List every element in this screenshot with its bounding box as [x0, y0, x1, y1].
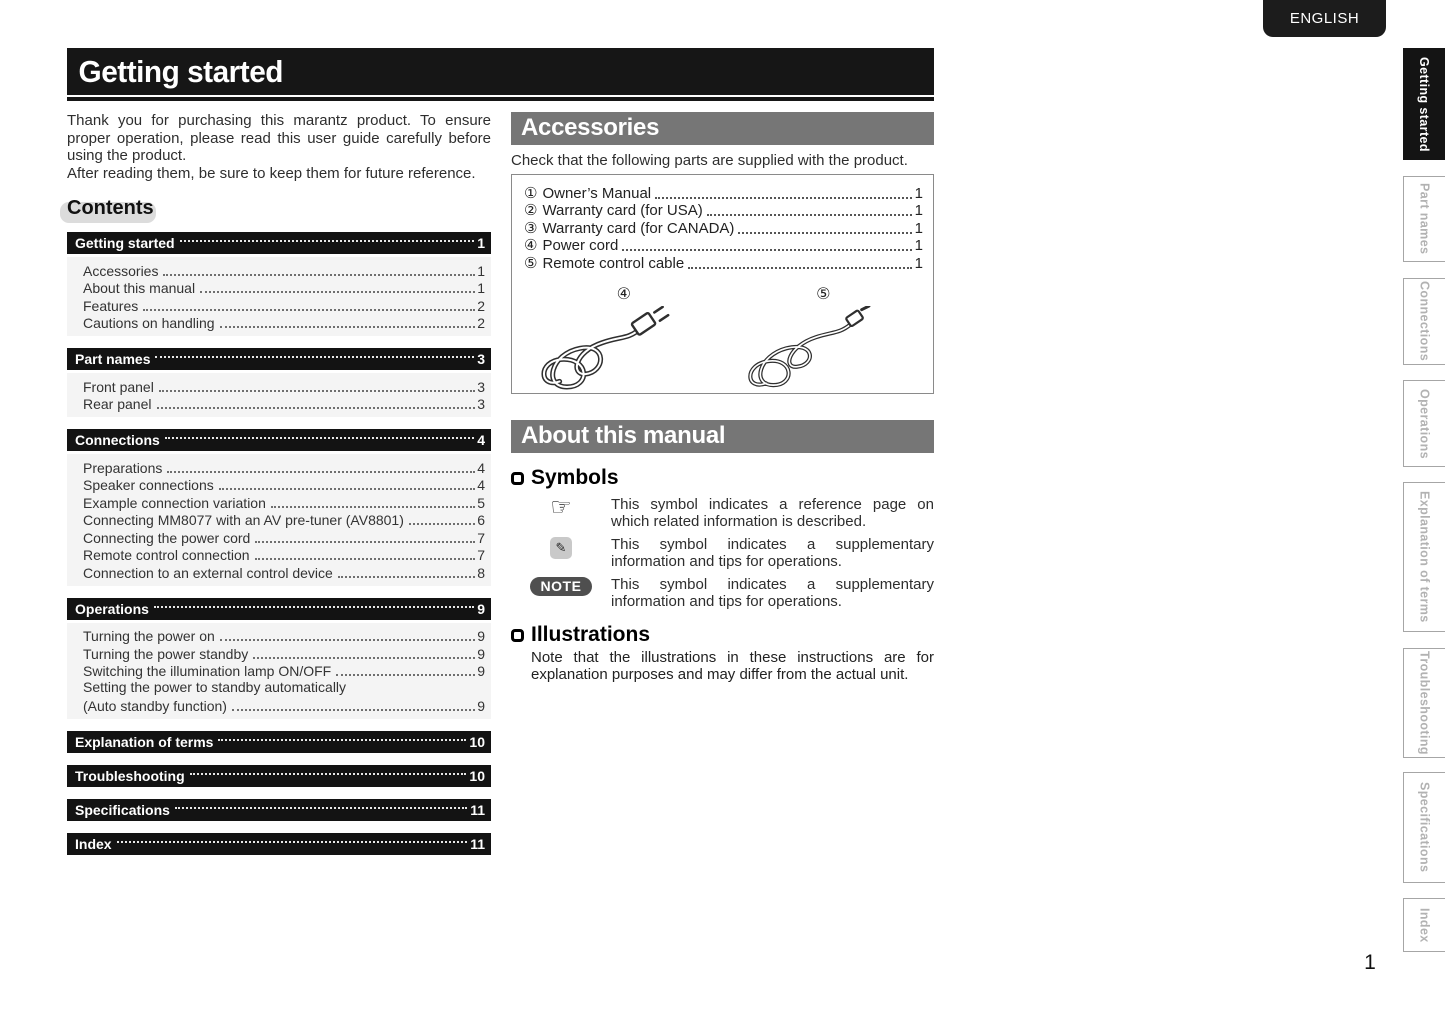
section-tab-troubleshooting[interactable]: Troubleshooting — [1403, 648, 1445, 758]
section-tab-specifications[interactable]: Specifications — [1403, 772, 1445, 883]
section-tab-connections[interactable]: Connections — [1403, 278, 1445, 365]
dotted-leader — [218, 739, 466, 741]
toc-entry-about-this-manual[interactable] — [83, 279, 485, 297]
toc-page-number: 1 — [477, 280, 485, 296]
toc-section-label: Specifications — [75, 802, 170, 818]
toc-page-number: 11 — [470, 836, 485, 852]
toc-entry-auto-standby-function[interactable] — [83, 697, 485, 715]
illustrations-text: Note that the illustrations in these instructions are for explanation purposes and may differ from the actual unit. — [531, 649, 934, 683]
intro-paragraph-1: Thank you for purchasing this marantz product. To ensure proper operation, please read this user guide carefully before using the product. — [67, 112, 491, 164]
toc-section-getting-started — [67, 232, 491, 336]
accessory-quantity: 1 — [914, 219, 923, 237]
toc-item-label: Remote control connection — [83, 547, 250, 563]
toc-section-label: Getting started — [75, 235, 175, 251]
left-column — [67, 112, 491, 867]
symbol-icon-column — [511, 536, 611, 570]
toc-subsection-list — [67, 454, 491, 586]
dotted-leader — [175, 807, 467, 809]
dotted-leader — [271, 506, 475, 508]
toc-section-label: Part names — [75, 351, 151, 367]
section-tab-part-names[interactable]: Part names — [1403, 176, 1445, 262]
dotted-leader — [255, 541, 475, 543]
symbol-description: This symbol indicates a reference page on which related information is described. — [611, 496, 934, 530]
symbol-icon-column — [511, 576, 611, 610]
right-column — [511, 112, 934, 867]
note-badge: NOTE — [530, 577, 593, 596]
dotted-leader — [253, 657, 475, 659]
toc-entry-specifications[interactable] — [67, 799, 491, 821]
toc-entry-remote-control-connection[interactable] — [83, 546, 485, 564]
toc-page-number: 10 — [469, 734, 485, 750]
square-bullet-icon — [511, 472, 524, 485]
accessories-list — [524, 184, 923, 272]
toc-page-number: 3 — [477, 396, 485, 412]
remote-cable-figure-label: ⑤ — [816, 285, 831, 303]
symbols-subheading: Symbols — [511, 466, 934, 490]
toc-section-label: Explanation of terms — [75, 734, 214, 750]
section-tab-explanation-of-terms[interactable]: Explanation of terms — [1403, 482, 1445, 632]
toc-entry-front-panel[interactable] — [83, 377, 485, 395]
toc-item-label: Connecting the power cord — [83, 529, 251, 546]
symbol-row-note-badge — [511, 576, 934, 610]
toc-item-label: Preparations — [83, 459, 163, 476]
toc-item-label: About this manual — [83, 280, 196, 296]
power-cord-illustration — [529, 306, 719, 398]
toc-entry-accessories[interactable] — [83, 261, 485, 279]
content-area — [67, 48, 934, 867]
dotted-leader — [232, 709, 475, 711]
toc-page-number: 9 — [477, 628, 485, 644]
dotted-leader — [738, 232, 911, 234]
toc-page-number: 4 — [477, 432, 485, 448]
dotted-leader — [190, 773, 467, 775]
pencil-icon: ✎ — [550, 537, 572, 559]
toc-item-label: Speaker connections — [83, 477, 214, 493]
toc-entry-switching-the-illumination-lamp-on-off[interactable] — [83, 662, 485, 680]
dotted-leader — [143, 309, 475, 311]
dotted-leader — [688, 267, 911, 269]
toc-section-part-names — [67, 348, 491, 417]
dotted-leader — [154, 606, 474, 608]
dotted-leader — [157, 407, 476, 409]
toc-page-number: 9 — [477, 600, 485, 617]
toc-page-number: 6 — [477, 512, 485, 528]
toc-page-number: 9 — [477, 645, 485, 662]
dotted-leader — [180, 240, 475, 242]
symbols-list — [511, 496, 934, 610]
toc-section-label: Troubleshooting — [75, 768, 185, 784]
toc-entry-rear-panel[interactable] — [83, 395, 485, 413]
toc-entry-speaker-connections[interactable] — [83, 476, 485, 494]
accessory-label: Owner’s Manual — [542, 184, 652, 202]
accessory-item-warranty-card-for-usa — [524, 202, 923, 220]
accessories-section-heading: Accessories — [511, 112, 934, 145]
symbol-row-pointing-hand — [511, 496, 934, 530]
accessory-label: Warranty card (for USA) — [542, 202, 703, 220]
toc-page-number: 2 — [477, 315, 485, 331]
toc-page-number: 1 — [477, 235, 485, 251]
toc-item-label: Cautions on handling — [83, 315, 215, 331]
toc-section-explanation-of-terms — [67, 731, 491, 753]
dotted-leader — [622, 249, 911, 251]
toc-entry-part-names[interactable] — [67, 348, 491, 370]
dotted-leader — [655, 197, 912, 199]
toc-item-label: (Auto standby function) — [83, 698, 227, 714]
toc-page-number: 2 — [477, 297, 485, 314]
toc-entry-operations[interactable] — [67, 598, 491, 620]
dotted-leader — [338, 576, 475, 578]
illustrations-subheading: Illustrations — [511, 623, 934, 647]
toc-item-label: Connecting MM8077 with an AV pre-tuner (AV8801) — [83, 512, 404, 528]
toc-subsection-list — [67, 373, 491, 417]
dotted-leader — [219, 488, 475, 490]
dotted-leader — [155, 356, 474, 358]
title-underline — [67, 97, 934, 101]
dotted-leader — [117, 841, 468, 843]
accessory-quantity: 1 — [914, 237, 923, 255]
dotted-leader — [165, 437, 474, 439]
accessory-item-power-cord — [524, 237, 923, 255]
toc-page-number: 4 — [477, 477, 485, 493]
toc-item-label: Features — [83, 297, 139, 314]
toc-item-label: Turning the power on — [83, 628, 215, 644]
accessory-label: Remote control cable — [542, 254, 685, 272]
toc-page-number: 9 — [477, 698, 485, 714]
square-bullet-icon — [511, 629, 524, 642]
symbol-row-pencil — [511, 536, 934, 570]
toc-entry-example-connection-variation[interactable] — [83, 493, 485, 511]
contents-heading: Contents — [67, 197, 154, 220]
pointing-hand-icon: ☞ — [550, 494, 572, 521]
circled-number-icon: ③ — [524, 219, 538, 237]
toc-item-label: Rear panel — [83, 396, 152, 412]
symbol-description: This symbol indicates a supplementary information and tips for operations. — [611, 576, 934, 610]
toc-entry-troubleshooting[interactable] — [67, 765, 491, 787]
circled-number-icon: ② — [524, 202, 538, 220]
intro-paragraph-2: After reading them, be sure to keep them for future reference. — [67, 164, 476, 182]
table-of-contents — [67, 232, 491, 855]
toc-entry-explanation-of-terms[interactable] — [67, 731, 491, 753]
accessory-label: Power cord — [542, 237, 619, 255]
toc-entry-connections[interactable] — [67, 429, 491, 451]
toc-entry-features[interactable] — [83, 296, 485, 314]
accessory-quantity: 1 — [914, 254, 923, 272]
toc-item-label: Switching the illumination lamp ON/OFF — [83, 663, 332, 679]
toc-section-specifications — [67, 799, 491, 821]
remote-cable-figure — [728, 284, 918, 403]
toc-entry-preparations[interactable] — [83, 458, 485, 476]
dotted-leader — [159, 390, 475, 392]
toc-entry-turning-the-power-on[interactable] — [83, 627, 485, 645]
dotted-leader — [220, 639, 475, 641]
section-tab-index[interactable]: Index — [1403, 898, 1445, 952]
toc-item-label: Turning the power standby — [83, 645, 249, 662]
dotted-leader — [167, 471, 475, 473]
accessory-quantity: 1 — [914, 202, 923, 220]
accessory-item-owner-s-manual — [524, 184, 923, 202]
page-title: Getting started — [78, 54, 283, 89]
toc-section-label: Connections — [75, 432, 160, 448]
toc-page-number: 3 — [477, 378, 485, 395]
toc-section-operations — [67, 598, 491, 720]
toc-page-number: 1 — [477, 262, 485, 279]
dotted-leader — [255, 558, 476, 560]
circled-number-icon: ⑤ — [524, 254, 538, 272]
symbol-description: This symbol indicates a supplementary information and tips for operations. — [611, 536, 934, 570]
toc-page-number: 9 — [477, 663, 485, 679]
section-tab-getting-started[interactable]: Getting started — [1403, 48, 1445, 160]
circled-number-icon: ④ — [524, 237, 538, 255]
toc-page-number: 8 — [477, 564, 485, 581]
toc-item-label: Front panel — [83, 378, 154, 395]
toc-page-number: 7 — [477, 547, 485, 563]
accessory-label: Warranty card (for CANADA) — [542, 219, 735, 237]
remote-cable-illustration — [728, 306, 918, 398]
toc-page-number: 10 — [469, 768, 485, 784]
dotted-leader — [163, 274, 475, 276]
toc-page-number: 11 — [470, 802, 485, 818]
toc-section-label: Index — [75, 836, 112, 852]
accessories-box — [511, 174, 934, 394]
toc-item-label: Connection to an external control device — [83, 564, 333, 581]
dotted-leader — [707, 214, 912, 216]
page-number: 1 — [1364, 951, 1376, 974]
circled-number-icon: ① — [524, 184, 538, 202]
dotted-leader — [336, 674, 475, 676]
language-tab[interactable]: ENGLISH — [1263, 0, 1386, 37]
toc-entry-connection-to-an-external-control-device[interactable] — [83, 563, 485, 581]
dotted-leader — [200, 291, 475, 293]
toc-entry-cautions-on-handling[interactable] — [83, 314, 485, 332]
toc-entry-turning-the-power-standby[interactable] — [83, 644, 485, 662]
toc-entry-line: Setting the power to standby automatically — [83, 679, 347, 695]
section-tab-operations[interactable]: Operations — [1403, 380, 1445, 467]
toc-item-label: Accessories — [83, 262, 159, 279]
power-cord-figure-label: ④ — [616, 285, 631, 303]
toc-entry-connecting-the-power-cord[interactable] — [83, 528, 485, 546]
toc-page-number: 5 — [477, 494, 485, 511]
toc-entry-getting-started[interactable] — [67, 232, 491, 254]
toc-page-number: 3 — [477, 351, 485, 367]
toc-page-number: 4 — [477, 459, 485, 476]
toc-entry-connecting-mm8077-with-an-av-pre-tuner-av8801[interactable] — [83, 511, 485, 529]
toc-section-connections — [67, 429, 491, 586]
toc-subsection-list — [67, 257, 491, 336]
toc-entry-index[interactable] — [67, 833, 491, 855]
power-cord-figure — [529, 284, 719, 403]
toc-section-label: Operations — [75, 600, 149, 617]
symbol-icon-column — [511, 496, 611, 530]
about-section-heading: About this manual — [511, 420, 934, 453]
accessories-intro: Check that the following parts are supplied with the product. — [511, 152, 908, 169]
toc-section-troubleshooting — [67, 765, 491, 787]
dotted-leader — [220, 326, 476, 328]
accessory-quantity: 1 — [914, 184, 923, 202]
dotted-leader — [409, 523, 475, 525]
accessory-item-warranty-card-for-canada — [524, 219, 923, 237]
toc-page-number: 7 — [477, 529, 485, 546]
toc-section-index — [67, 833, 491, 855]
page-title-bar — [67, 48, 934, 95]
toc-subsection-list — [67, 623, 491, 720]
toc-item-label: Example connection variation — [83, 494, 266, 511]
accessory-item-remote-control-cable — [524, 254, 923, 272]
